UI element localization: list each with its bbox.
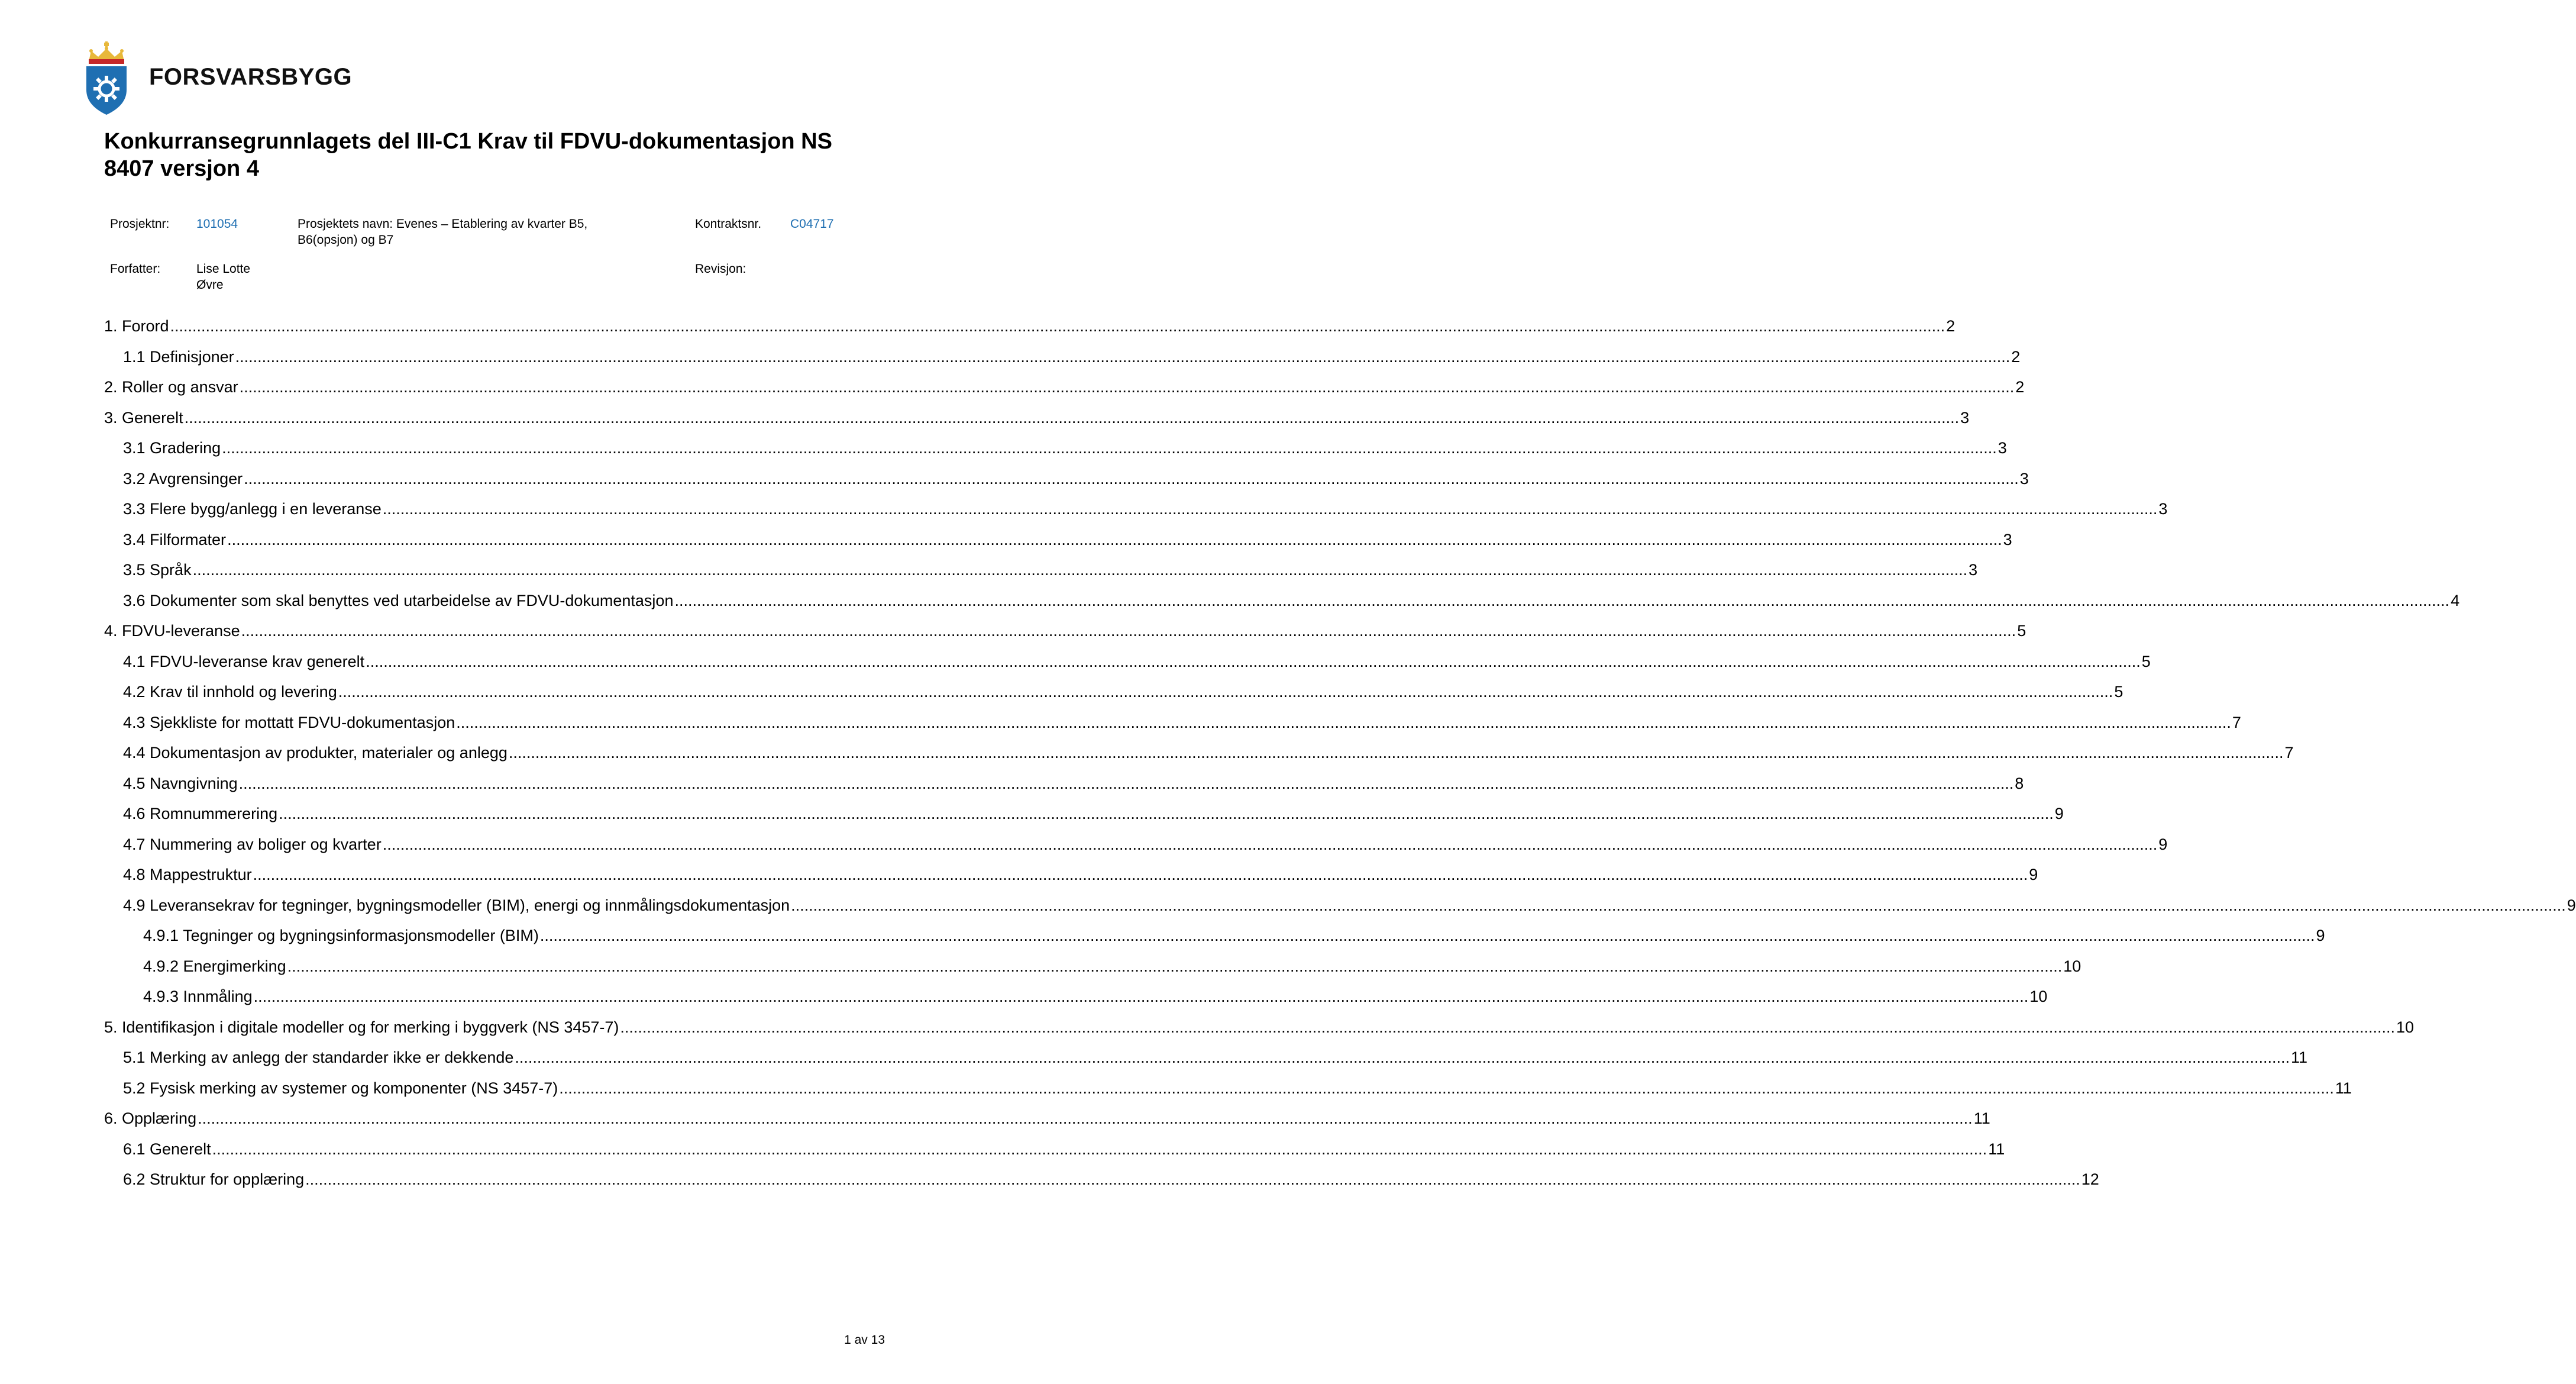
toc-entry-page[interactable]: 10 <box>2029 988 2048 1005</box>
toc-entry[interactable] <box>104 317 1956 348</box>
toc-entry[interactable] <box>104 622 2026 653</box>
toc-dot-leader: ................................................................................................................................................................................................................................................................................................................................................................................................................ <box>253 988 2029 1005</box>
toc-dot-leader: ................................................................................................................................................................................................................................................................................................................................................................................................................ <box>192 561 1968 579</box>
toc-entry-label[interactable]: 4.9 Leveransekrav for tegninger, bygningsmodeller (BIM), energi og innmålingsdokumentasjon <box>123 896 790 914</box>
toc-entry-label[interactable]: 4.9.3 Innmåling <box>143 988 253 1005</box>
toc-dot-leader: ................................................................................................................................................................................................................................................................................................................................................................................................................ <box>559 1079 2334 1097</box>
toc-entry-page[interactable]: 8 <box>2015 774 2024 792</box>
toc-entry[interactable] <box>104 835 2168 866</box>
toc-dot-leader: ................................................................................................................................................................................................................................................................................................................................................................................................................ <box>241 622 2016 640</box>
toc-entry-label[interactable]: 4.4 Dokumentasjon av produkter, materialer og anlegg <box>123 744 508 762</box>
toc-entry-label[interactable]: 5.1 Merking av anlegg der standarder ikke er dekkende <box>123 1049 514 1066</box>
toc-entry-page[interactable]: 9 <box>2316 927 2325 944</box>
toc-entry-page[interactable]: 2 <box>2011 347 2021 366</box>
toc-entry-label[interactable]: 3. Generelt <box>104 408 183 427</box>
toc-entry[interactable] <box>104 591 2460 622</box>
table-of-contents <box>104 317 2576 1201</box>
toc-entry-label[interactable]: 6. Opplæring <box>104 1109 197 1127</box>
toc-dot-leader: ................................................................................................................................................................................................................................................................................................................................................................................................................ <box>279 805 2054 822</box>
toc-dot-leader: ................................................................................................................................................................................................................................................................................................................................................................................................................ <box>338 683 2113 701</box>
crest-shield-icon <box>83 41 130 115</box>
toc-dot-leader: ................................................................................................................................................................................................................................................................................................................................................................................................................ <box>212 1140 1987 1158</box>
toc-entry-page[interactable]: 3 <box>2003 530 2012 549</box>
revision-label: Revisjon: <box>695 262 746 276</box>
toc-entry-label[interactable]: 4.8 Mappestruktur <box>123 866 252 883</box>
toc-entry-label[interactable]: 4.7 Nummering av boliger og kvarter <box>123 835 382 853</box>
toc-entry-page[interactable]: 3 <box>1998 439 2007 457</box>
toc-entry-label[interactable]: 5. Identifikasjon i digitale modeller og for merking i byggverk (NS 3457-7) <box>104 1018 619 1036</box>
toc-entry-label[interactable]: 4.9.2 Energimerking <box>143 957 286 975</box>
toc-entry-page[interactable]: 9 <box>2158 835 2168 853</box>
toc-entry-label[interactable]: 5.2 Fysisk merking av systemer og komponenter (NS 3457-7) <box>123 1079 558 1097</box>
toc-dot-leader: ................................................................................................................................................................................................................................................................................................................................................................................................................ <box>620 1018 2396 1036</box>
contract-no-value: C04717 <box>790 217 834 231</box>
toc-dot-leader: ................................................................................................................................................................................................................................................................................................................................................................................................................ <box>222 439 1997 457</box>
toc-entry-page[interactable]: 2 <box>1946 317 1956 335</box>
author-value <box>196 261 250 293</box>
toc-entry-page[interactable]: 3 <box>2158 500 2168 518</box>
toc-entry[interactable] <box>104 866 2038 896</box>
toc-entry-label[interactable]: 2. Roller og ansvar <box>104 378 238 396</box>
toc-entry-page[interactable]: 3 <box>1960 408 1970 427</box>
toc-entry[interactable] <box>104 347 2021 379</box>
toc-entry[interactable] <box>104 1079 2352 1110</box>
toc-entry[interactable] <box>104 1109 1990 1140</box>
toc-dot-leader: ................................................................................................................................................................................................................................................................................................................................................................................................................ <box>305 1170 2080 1188</box>
toc-dot-leader: ................................................................................................................................................................................................................................................................................................................................................................................................................ <box>287 957 2063 975</box>
toc-dot-leader: ................................................................................................................................................................................................................................................................................................................................................................................................................ <box>239 378 2015 396</box>
toc-entry[interactable] <box>104 1018 2415 1049</box>
toc-entry-label[interactable]: 3.1 Gradering <box>123 439 221 457</box>
toc-entry[interactable] <box>104 683 2123 714</box>
toc-entry-label[interactable]: 4.5 Navngivning <box>123 774 238 792</box>
toc-entry[interactable] <box>104 652 2151 683</box>
toc-entry-page[interactable]: 12 <box>2081 1170 2099 1188</box>
toc-entry-page[interactable]: 7 <box>2232 713 2241 731</box>
toc-dot-leader: ................................................................................................................................................................................................................................................................................................................................................................................................................ <box>170 317 1945 335</box>
toc-entry-page[interactable]: 11 <box>1973 1109 1990 1127</box>
toc-entry-label[interactable]: 3.6 Dokumenter som skal benyttes ved utarbeidelse av FDVU-dokumentasjon <box>123 591 674 609</box>
document-title: Konkurransegrunnlagets del III-C1 Krav til FDVU-dokumentasjon NS 8407 versjon 4 <box>104 129 832 181</box>
toc-entry[interactable] <box>104 1140 2005 1171</box>
toc-entry-label[interactable]: 1. Forord <box>104 317 169 335</box>
toc-entry[interactable] <box>104 896 2576 927</box>
toc-entry[interactable] <box>104 561 1978 592</box>
author-line2: Øvre <box>196 278 224 292</box>
toc-dot-leader: ................................................................................................................................................................................................................................................................................................................................................................................................................ <box>539 927 2315 944</box>
toc-entry[interactable] <box>104 774 2024 805</box>
toc-entry-page[interactable]: 7 <box>2284 744 2294 762</box>
toc-dot-leader: ................................................................................................................................................................................................................................................................................................................................................................................................................ <box>244 469 2019 488</box>
toc-dot-leader: ................................................................................................................................................................................................................................................................................................................................................................................................................ <box>515 1049 2290 1066</box>
toc-entry-page[interactable]: 4 <box>2451 591 2460 609</box>
toc-entry[interactable] <box>104 408 1970 440</box>
toc-dot-leader: ................................................................................................................................................................................................................................................................................................................................................................................................................ <box>674 591 2450 609</box>
author-line1: Lise Lotte <box>196 262 251 276</box>
contract-no-label: Kontraktsnr. <box>695 217 762 231</box>
toc-entry[interactable] <box>104 805 2064 835</box>
logo-wordmark: FORSVARSBYGG <box>149 64 353 90</box>
project-no-value: 101054 <box>196 217 238 231</box>
toc-dot-leader: ................................................................................................................................................................................................................................................................................................................................................................................................................ <box>791 896 2566 914</box>
toc-entry[interactable] <box>104 439 2007 470</box>
toc-dot-leader: ................................................................................................................................................................................................................................................................................................................................................................................................................ <box>382 835 2158 853</box>
toc-entry-label[interactable]: 4.3 Sjekkliste for mottatt FDVU-dokumentasjon <box>123 713 455 731</box>
toc-dot-leader: ................................................................................................................................................................................................................................................................................................................................................................................................................ <box>238 774 2014 792</box>
project-name-label <box>298 216 587 248</box>
toc-entry[interactable] <box>104 713 2241 744</box>
toc-dot-leader: ................................................................................................................................................................................................................................................................................................................................................................................................................ <box>253 866 2028 883</box>
toc-dot-leader: ................................................................................................................................................................................................................................................................................................................................................................................................................ <box>184 408 1960 427</box>
toc-dot-leader: ................................................................................................................................................................................................................................................................................................................................................................................................................ <box>227 530 2002 549</box>
toc-entry-page[interactable]: 9 <box>2567 896 2576 914</box>
toc-entry-label[interactable]: 4.1 FDVU-leveranse krav generelt <box>123 652 365 670</box>
toc-entry[interactable] <box>104 1170 2099 1201</box>
project-name-line2: B6(opsjon) og B7 <box>298 233 394 247</box>
toc-entry[interactable] <box>104 469 2029 501</box>
toc-entry-page[interactable]: 5 <box>2114 683 2123 701</box>
toc-entry-label[interactable]: 4.2 Krav til innhold og levering <box>123 683 337 701</box>
toc-dot-leader: ................................................................................................................................................................................................................................................................................................................................................................................................................ <box>382 500 2158 518</box>
toc-entry-page[interactable]: 3 <box>2019 469 2029 488</box>
toc-entry-page[interactable]: 2 <box>2015 378 2025 396</box>
toc-entry-label[interactable]: 3.4 Filformater <box>123 530 227 549</box>
toc-dot-leader: ................................................................................................................................................................................................................................................................................................................................................................................................................ <box>366 652 2141 670</box>
toc-dot-leader: ................................................................................................................................................................................................................................................................................................................................................................................................................ <box>456 713 2231 731</box>
toc-entry-page[interactable]: 10 <box>2063 957 2082 975</box>
brand-logo <box>83 41 390 118</box>
toc-entry[interactable] <box>104 988 2048 1018</box>
toc-entry-page[interactable]: 5 <box>2141 652 2151 670</box>
toc-entry-label[interactable]: 3.5 Språk <box>123 561 192 579</box>
crown-icon <box>89 41 124 64</box>
page-number: 1 av 13 <box>844 1333 885 1347</box>
toc-entry-page[interactable]: 9 <box>2029 866 2038 883</box>
toc-entry[interactable] <box>104 744 2294 775</box>
toc-entry-page[interactable]: 10 <box>2396 1018 2415 1036</box>
toc-entry[interactable] <box>104 1049 2308 1079</box>
project-no-label: Prosjektnr: <box>110 217 170 231</box>
toc-entry-label[interactable]: 6.2 Struktur for opplæring <box>123 1170 305 1188</box>
toc-entry-label[interactable]: 1.1 Definisjoner <box>123 347 234 366</box>
toc-entry[interactable] <box>104 500 2168 531</box>
project-name-line1: Prosjektets navn: Evenes – Etablering av kvarter B5, <box>298 217 588 231</box>
toc-entry[interactable] <box>104 378 2025 409</box>
toc-entry-label[interactable]: 6.1 Generelt <box>123 1140 211 1158</box>
toc-dot-leader: ................................................................................................................................................................................................................................................................................................................................................................................................................ <box>235 347 2011 366</box>
toc-dot-leader: ................................................................................................................................................................................................................................................................................................................................................................................................................ <box>508 744 2284 762</box>
toc-entry-page[interactable]: 3 <box>1969 561 1978 579</box>
toc-entry-page[interactable]: 9 <box>2054 805 2064 822</box>
toc-entry-page[interactable]: 11 <box>2291 1049 2308 1066</box>
toc-entry-label[interactable]: 4. FDVU-leveranse <box>104 622 240 640</box>
toc-entry-page[interactable]: 5 <box>2017 622 2026 640</box>
toc-entry-label[interactable]: 3.3 Flere bygg/anlegg i en leveranse <box>123 500 382 518</box>
toc-entry[interactable] <box>104 957 2082 988</box>
toc-dot-leader: ................................................................................................................................................................................................................................................................................................................................................................................................................ <box>198 1109 1973 1127</box>
toc-entry[interactable] <box>104 530 2012 562</box>
toc-entry-label[interactable]: 4.9.1 Tegninger og bygningsinformasjonsmodeller (BIM) <box>143 927 539 944</box>
toc-entry-page[interactable]: 11 <box>2335 1079 2352 1097</box>
toc-entry-label[interactable]: 3.2 Avgrensinger <box>123 469 243 488</box>
toc-entry-page[interactable]: 11 <box>1988 1140 2005 1158</box>
toc-entry[interactable] <box>104 927 2325 957</box>
toc-entry-label[interactable]: 4.6 Romnummerering <box>123 805 278 822</box>
author-label: Forfatter: <box>110 262 161 276</box>
